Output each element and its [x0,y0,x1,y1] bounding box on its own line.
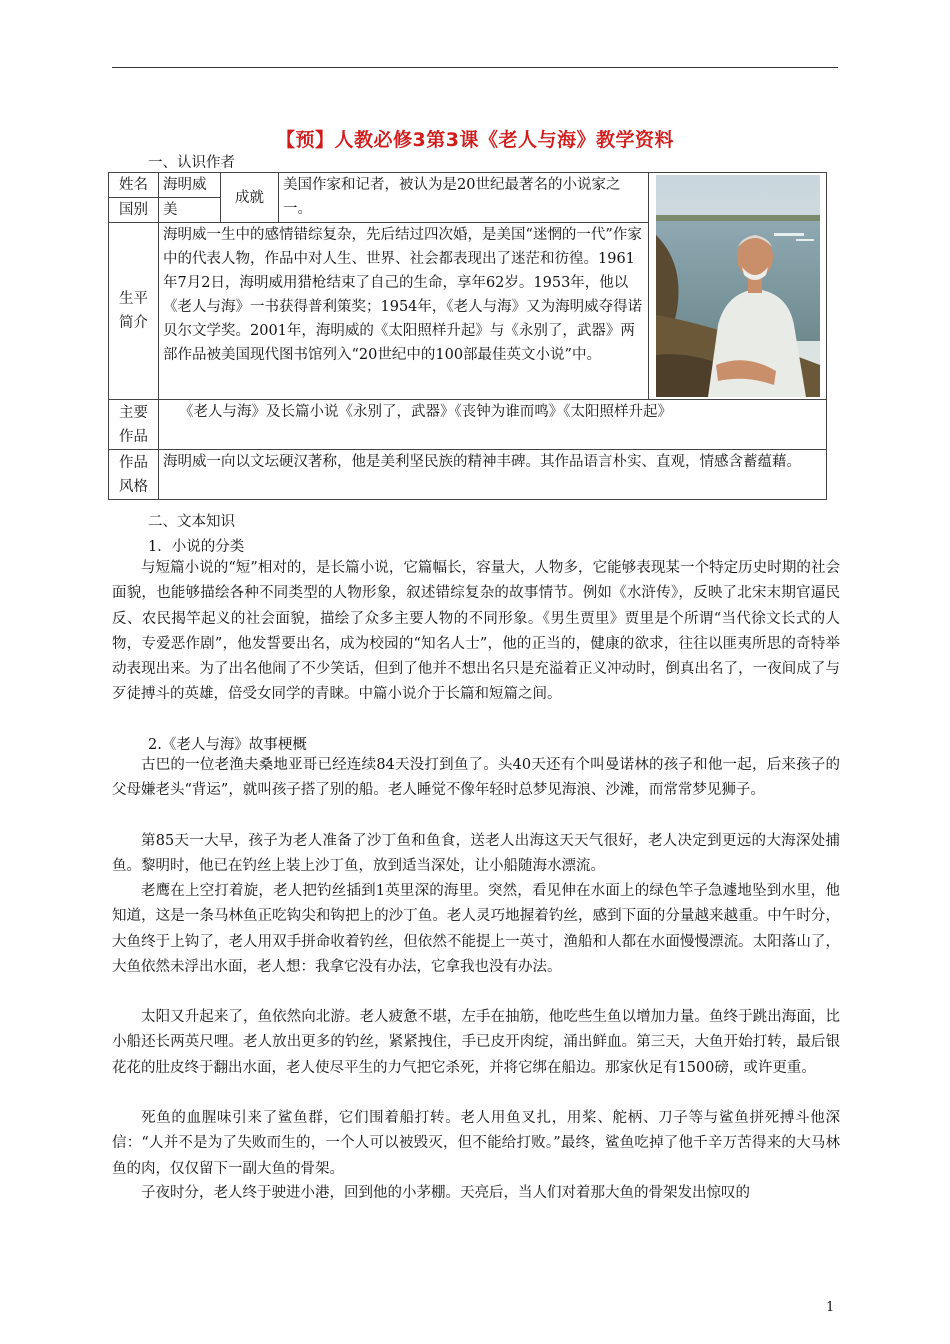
paragraph-summary-1: 古巴的一位老渔夫桑地亚哥已经连续84天没打到鱼了。头40天还有个叫曼诺林的孩子和他一起，后来孩子的父母嫌老头“背运”，就叫孩子搭了别的船。老人睡觉不像年轻时总梦见海浪、沙滩，而常常梦见狮子。 [112,757,840,799]
works-label: 主要作品 [109,400,159,450]
achievement-value: 美国作家和记者，被认为是20世纪最著名的小说家之一。 [279,173,649,223]
name-label: 姓名 [109,173,159,198]
bio-label: 生平简介 [109,223,159,400]
bio-value: 海明威一生中的感情错综复杂，先后结过四次婚，是美国“迷惘的一代”作家中的代表人物，作品中对人生、世界、社会都表现出了迷茫和彷徨。1961年7月2日，海明威用猎枪结束了自己的生命，享年62岁。1953年，他以《老人与海》一书获得普利策奖；1954年，《老人与海》又为海明威夺得诺贝尔文学奖。2001年，海明威的《太阳照样升起》与《永别了，武器》两部作品被美国现代图书馆列入“20世纪中的100部最佳英文小说”中。 [159,223,649,400]
achievement-label: 成就 [221,173,279,223]
document-title: 【预】人教必修3第3课《老人与海》教学资料 [276,129,674,151]
author-info-table [108,172,827,500]
author-photo [656,175,820,397]
section-heading-text-knowledge: 二、文本知识 [148,514,235,530]
name-value: 海明威 [159,173,221,198]
page-number: 1 [826,1300,835,1315]
author-photo-cell [649,173,827,400]
paragraph-summary-6: 子夜时分，老人终于驶进小港，回到他的小茅棚。天亮后，当人们对着那大鱼的骨架发出惊叹的 [141,1185,750,1201]
paragraph-summary-3: 老鹰在上空打着旋，老人把钓丝插到1英里深的海里。突然，看见伸在水面上的绿色竿子急遽地坠到水里，他知道，这是一条马林鱼正吃钩尖和钩把上的沙丁鱼。老人灵巧地握着钓丝，感到下面的分量越来越重。中午时分，大鱼终于上钩了，老人用双手拼命收着钓丝，但依然不能提上一英寸，渔船和人都在水面慢慢漂流。太阳落山了，大鱼依然未浮出水面，老人想：我拿它没有办法，它拿我也没有办法。 [112,883,840,975]
style-label: 作品风格 [109,450,159,500]
header-rule [112,67,838,68]
paragraph-summary-2: 第85天一大早，孩子为老人准备了沙丁鱼和鱼食，送老人出海这天天气很好，老人决定到更远的大海深处捕鱼。黎明时，他已在钓丝上装上沙丁鱼，放到适当深处，让小船随海水漂流。 [112,833,840,875]
paragraph-novel-types: 与短篇小说的“短”相对的，是长篇小说，它篇幅长，容量大，人物多，它能够表现某一个特定历史时期的社会面貌，也能够描绘各种不同类型的人物形象，叙述错综复杂的故事情节。例如《水浒传》，反映了北宋末期官逼民反、农民揭竿起义的社会面貌，描绘了众多主要人物的不同形象。《男生贾里》贾里是个所谓“当代徐文长式的人物，专爱恶作剧”，他发誓要出名，成为校园的“知名人士”，他的正当的，健康的欲求，往往以匪夷所思的奇特举动表现出来。为了出名他闹了不少笑话，但到了他并不想出名只是充溢着正义冲动时，倒真出名了，一夜间成了与歹徒搏斗的英雄，倍受女同学的青睐。中篇小说介于长篇和短篇之间。 [112,560,840,703]
section-heading-author: 一、认识作者 [148,155,235,171]
subheading-story-summary: 2.《老人与海》故事梗概 [148,737,307,753]
paragraph-summary-5: 死鱼的血腥味引来了鲨鱼群，它们围着船打转。老人用鱼叉扎，用桨、舵柄、刀子等与鲨鱼拼死搏斗他深信：“人并不是为了失败而生的，一个人可以被毁灭，但不能给打败。”最终，鲨鱼吃掉了他千辛万苦得来的大马林鱼的肉，仅仅留下一副大鱼的骨架。 [112,1110,840,1177]
works-value: 《老人与海》及长篇小说《永别了，武器》《丧钟为谁而鸣》《太阳照样升起》 [159,400,827,450]
country-label: 国别 [109,198,159,223]
subheading-novel-types: 1．小说的分类 [148,539,245,555]
country-value: 美 [159,198,221,223]
style-value: 海明威一向以文坛硬汉著称，他是美利坚民族的精神丰碑。其作品语言朴实、直观，情感含蓄蕴藉。 [159,450,827,500]
paragraph-summary-4: 太阳又升起来了，鱼依然向北游。老人疲惫不堪，左手在抽筋，他吃些生鱼以增加力量。鱼终于跳出海面，比小船还长两英尺哩。老人放出更多的钓丝，紧紧拽住，手已皮开肉绽，涌出鲜血。第三天，大鱼开始打转，最后银花花的肚皮终于翻出水面，老人使尽平生的力气把它杀死，并将它绑在船边。那家伙足有1500磅，或许更重。 [112,1009,840,1076]
